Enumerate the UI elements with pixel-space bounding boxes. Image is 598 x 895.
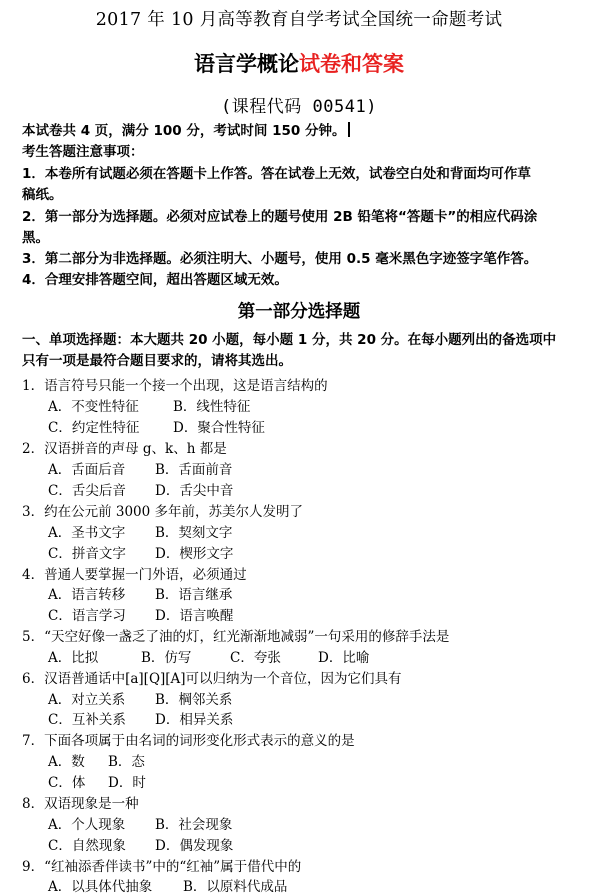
text-cursor: [348, 122, 350, 137]
question-stem: 3．约在公元前 3000 多年前，苏美尔人发明了: [22, 504, 304, 520]
question-stem: 2．汉语拼音的声母 g、k、h 都是: [22, 441, 227, 457]
question-stem: 4．普通人要掌握一门外语，必须通过: [22, 567, 247, 583]
part1-title: 第一部分选择题: [237, 302, 361, 322]
question-option: A．圣书文字: [48, 525, 126, 541]
note-4: 4．合理安排答题空间，超出答题区域无效。: [22, 272, 288, 288]
question-option: C．体: [48, 775, 86, 791]
question-option: B．以原料代成品: [183, 879, 288, 895]
question-stem: 8．双语现象是一种: [22, 796, 139, 812]
question-option: A．以具体代抽象: [48, 879, 153, 895]
question-option: B．契刻文字: [155, 525, 233, 541]
question-option: C．拼音文字: [48, 546, 126, 562]
course-code: (课程代码 00541): [221, 97, 377, 117]
question-stem: 9．“红袖添香伴读书”中的“红袖”属于借代中的: [22, 859, 302, 875]
question-option: D．比喻: [318, 650, 370, 666]
title-suffix: 试卷和答案: [299, 52, 404, 76]
notes-heading: 考生答题注意事项：: [22, 144, 144, 160]
question-option: D．聚合性特征: [173, 420, 265, 436]
question-option: D．楔形文字: [155, 546, 234, 562]
question-option: C．夸张: [230, 650, 281, 666]
question-stem: 6．汉语普通话中[a][Q][A]可以归纳为一个音位，因为它们具有: [22, 671, 402, 687]
section-instructions: 一、单项选择题：本大题共 20 小题，每小题 1 分，共 20 分。在每小题列出的备选项中: [22, 332, 557, 348]
question-option: A．舌面后音: [48, 462, 126, 478]
question-option: C．互补关系: [48, 712, 126, 728]
question-stem: 5．“天空好像一盏乏了油的灯，红光渐渐地减弱”一句采用的修辞手法是: [22, 629, 450, 645]
note-2: 2．第一部分为选择题。必须对应试卷上的题号使用 2B 铅笔将“答题卡”的相应代码涂: [22, 209, 538, 225]
section-instructions-cont: 只有一项是最符合题目要求的，请将其选出。: [22, 353, 292, 369]
question-option: B．态: [108, 754, 145, 770]
question-option: B．仿写: [141, 650, 192, 666]
note-1: 1．本卷所有试题必须在答题卡上作答。答在试卷上无效，试卷空白处和背面均可作草: [22, 166, 531, 182]
exam-info: [22, 121, 582, 142]
question-option: C．语言学习: [48, 608, 126, 624]
question-option: B．棡邻关系: [155, 692, 233, 708]
question-option: D．舌尖中音: [155, 483, 234, 499]
exam-header: 2017 年 10 月高等教育自学考试全国统一命题考试: [95, 10, 503, 30]
question-option: D．偶发现象: [155, 838, 234, 854]
exam-info-text: 本试卷共 4 页，满分 100 分，考试时间 150 分钟。: [22, 123, 346, 139]
question-option: B．社会现象: [155, 817, 233, 833]
question-stem: 7．下面各项属于由名词的词形变化形式表示的意义的是: [22, 733, 355, 749]
question-option: C．约定性特征: [48, 420, 140, 436]
question-option: B．语言继承: [155, 587, 233, 603]
question-option: C．自然现象: [48, 838, 126, 854]
question-option: A．个人现象: [48, 817, 126, 833]
note-3: 3．第二部分为非选择题。必须注明大、小题号，使用 0.5 毫米黑色字迹签字笔作答。: [22, 251, 538, 267]
question-option: A．比拟: [48, 650, 99, 666]
question-option: B．舌面前音: [155, 462, 233, 478]
question-option: A．对立关系: [48, 692, 126, 708]
question-option: A．不变性特征: [48, 399, 139, 415]
question-option: D．时: [108, 775, 146, 791]
question-option: C．舌尖后音: [48, 483, 126, 499]
question-option: A．数: [48, 754, 85, 770]
question-option: A．语言转移: [48, 587, 126, 603]
question-option: D．语言唤醒: [155, 608, 234, 624]
question-option: D．相异关系: [155, 712, 234, 728]
note-1-cont: 稿纸。: [22, 187, 63, 203]
question-option: B．线性特征: [173, 399, 251, 415]
question-stem: 1．语言符号只能一个接一个出现，这是语言结构的: [22, 378, 328, 394]
title-subject: 语言学概论: [194, 52, 299, 76]
note-2-cont: 黑。: [22, 230, 49, 246]
exam-title: [0, 48, 598, 78]
